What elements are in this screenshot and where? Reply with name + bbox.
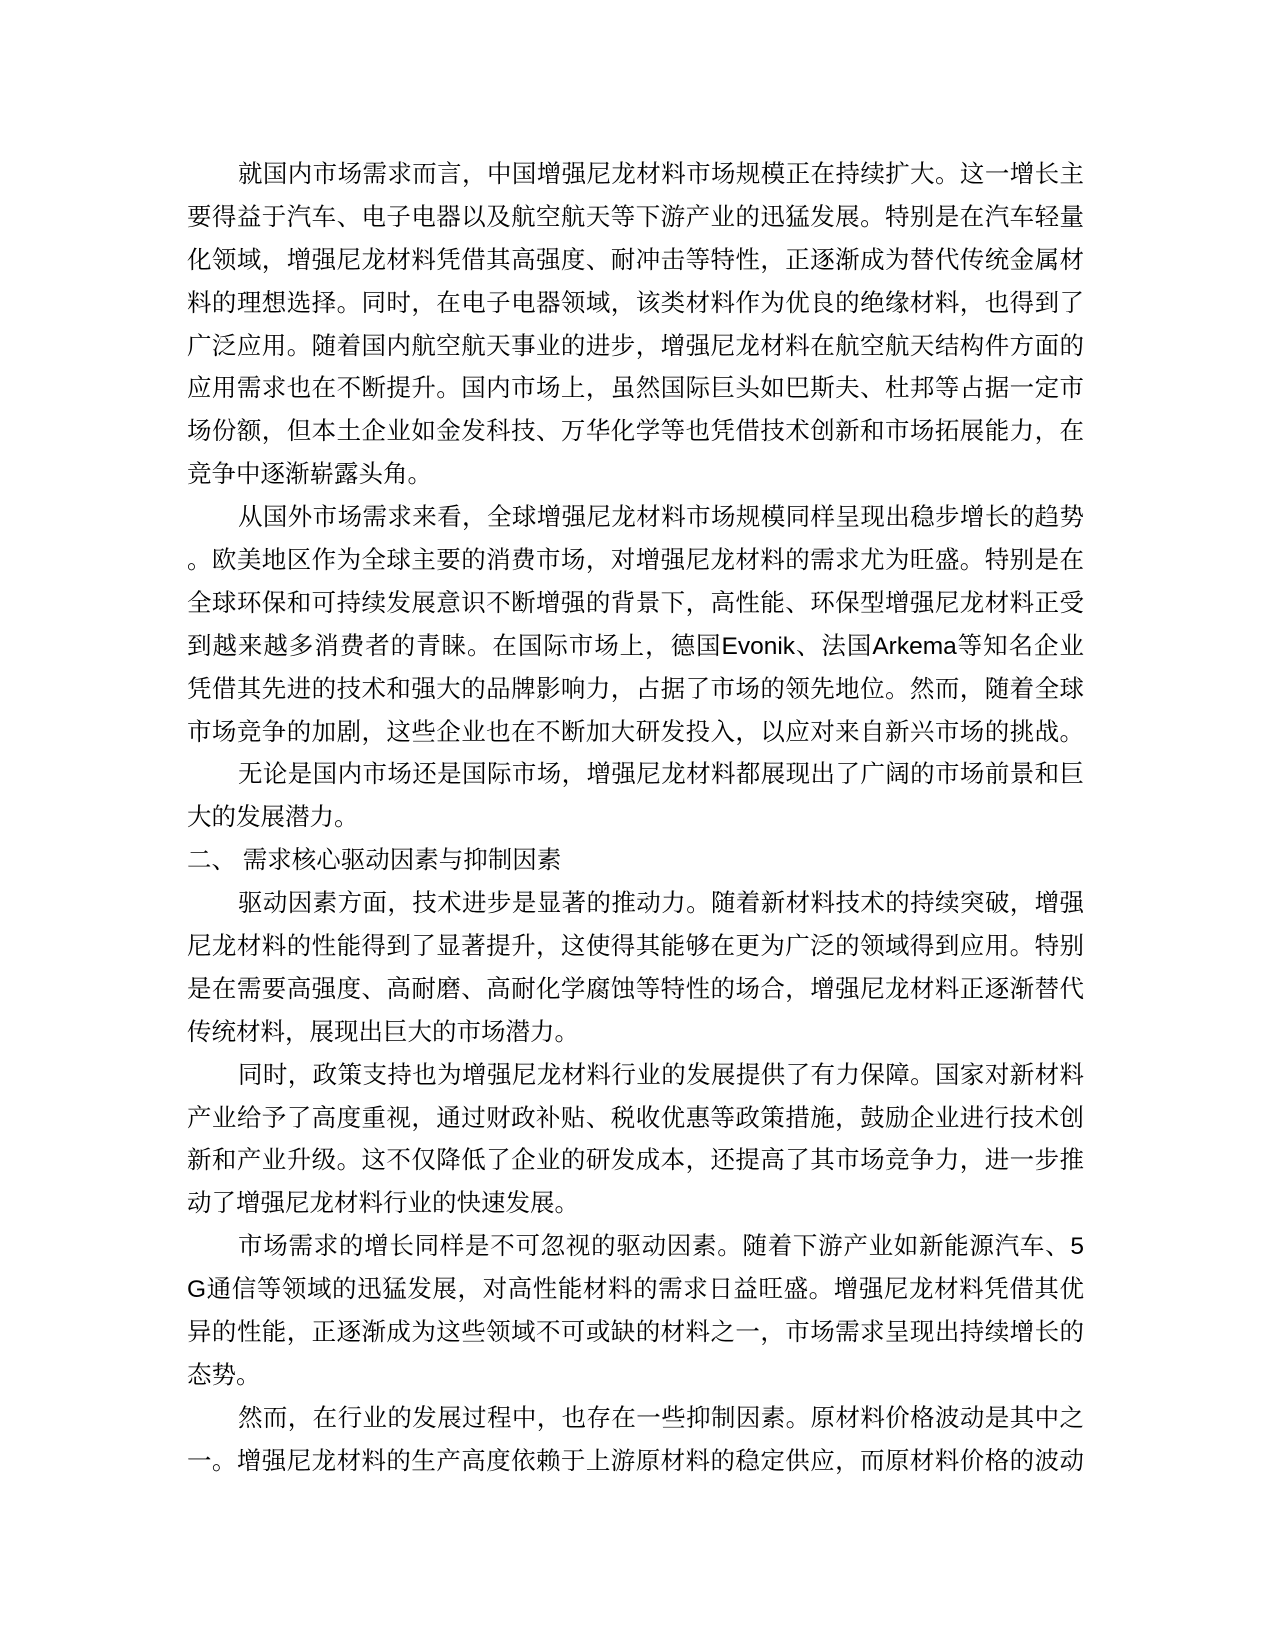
text-line: 要得益于汽车、电子电器以及航空航天等下游产业的迅猛发展。特别是在汽车轻量 bbox=[187, 203, 1084, 231]
section-heading bbox=[187, 840, 1084, 883]
text-line: 就国内市场需求而言，中国增强尼龙材料市场规模正在持续扩大。这一增长主 bbox=[238, 161, 1084, 188]
body-paragraph bbox=[187, 497, 1084, 754]
text-block bbox=[187, 154, 1084, 1484]
text-line: 从国外市场需求来看，全球增强尼龙材料市场规模同样呈现出稳步增长的趋势 bbox=[238, 504, 1084, 532]
body-paragraph bbox=[187, 1226, 1084, 1398]
text-line: 态势。 bbox=[187, 1361, 261, 1389]
body-paragraph bbox=[187, 754, 1084, 840]
text-line: 新和产业升级。这不仅降低了企业的研发成本，还提高了其市场竞争力，进一步推 bbox=[187, 1147, 1084, 1175]
text-line: 是在需要高强度、高耐磨、高耐化学腐蚀等特性的场合，增强尼龙材料正逐渐替代 bbox=[187, 975, 1084, 1003]
text-line: 同时，政策支持也为增强尼龙材料行业的发展提供了有力保障。国家对新材料 bbox=[238, 1061, 1084, 1089]
text-line: 驱动因素方面，技术进步是显著的推动力。随着新材料技术的持续突破，增强 bbox=[238, 890, 1084, 918]
text-line: 化领域，增强尼龙材料凭借其高强度、耐冲击等特性，正逐渐成为替代传统金属材 bbox=[187, 246, 1084, 274]
text-line: 然而，在行业的发展过程中，也存在一些抑制因素。原材料价格波动是其中之 bbox=[238, 1404, 1084, 1432]
body-paragraph bbox=[187, 1398, 1084, 1484]
text-line: 尼龙材料的性能得到了显著提升，这使得其能够在更为广泛的领域得到应用。特别 bbox=[187, 933, 1084, 961]
text-line: 全球环保和可持续发展意识不断增强的背景下，高性能、环保型增强尼龙材料正受 bbox=[187, 589, 1084, 617]
body-paragraph bbox=[187, 1055, 1084, 1227]
text-line: 广泛应用。随着国内航空航天事业的进步，增强尼龙材料在航空航天结构件方面的 bbox=[187, 332, 1084, 360]
text-line: 无论是国内市场还是国际市场，增强尼龙材料都展现出了广阔的市场前景和巨 bbox=[238, 761, 1084, 789]
text-line: 竞争中逐渐崭露头角。 bbox=[187, 461, 432, 489]
text-line: 异的性能，正逐渐成为这些领域不可或缺的材料之一，市场需求呈现出持续增长的 bbox=[187, 1319, 1084, 1347]
text-line: 传统材料，展现出巨大的市场潜力。 bbox=[187, 1018, 579, 1046]
section-heading-text: 二、 需求核心驱动因素与抑制因素 bbox=[187, 847, 562, 875]
text-line: 大的发展潜力。 bbox=[187, 804, 359, 832]
text-line: 凭借其先进的技术和强大的品牌影响力，占据了市场的领先地位。然而，随着全球 bbox=[187, 675, 1084, 703]
text-line: 一。增强尼龙材料的生产高度依赖于上游原材料的稳定供应，而原材料价格的波动 bbox=[187, 1447, 1084, 1475]
text-line: 市场竞争的加剧，这些企业也在不断加大研发投入，以应对来自新兴市场的挑战。 bbox=[187, 718, 1084, 746]
text-line: G通信等领域的迅猛发展，对高性能材料的需求日益旺盛。增强尼龙材料凭借其优 bbox=[187, 1276, 1084, 1304]
text-line: 。欧美地区作为全球主要的消费市场，对增强尼龙材料的需求尤为旺盛。特别是在 bbox=[187, 547, 1084, 575]
body-paragraph bbox=[187, 154, 1084, 497]
text-line: 市场需求的增长同样是不可忽视的驱动因素。随着下游产业如新能源汽车、5 bbox=[238, 1233, 1084, 1261]
body-paragraph bbox=[187, 883, 1084, 1055]
text-line: 料的理想选择。同时，在电子电器领域，该类材料作为优良的绝缘材料，也得到了 bbox=[187, 289, 1084, 317]
text-line: 应用需求也在不断提升。国内市场上，虽然国际巨头如巴斯夫、杜邦等占据一定市 bbox=[187, 375, 1084, 403]
text-line: 场份额，但本土企业如金发科技、万华化学等也凭借技术创新和市场拓展能力，在 bbox=[187, 418, 1084, 446]
text-line: 到越来越多消费者的青睐。在国际市场上，德国Evonik、法国Arkema等知名企业 bbox=[187, 632, 1084, 660]
text-line: 产业给予了高度重视，通过财政补贴、税收优惠等政策措施，鼓励企业进行技术创 bbox=[187, 1104, 1084, 1132]
text-line: 动了增强尼龙材料行业的快速发展。 bbox=[187, 1190, 579, 1218]
